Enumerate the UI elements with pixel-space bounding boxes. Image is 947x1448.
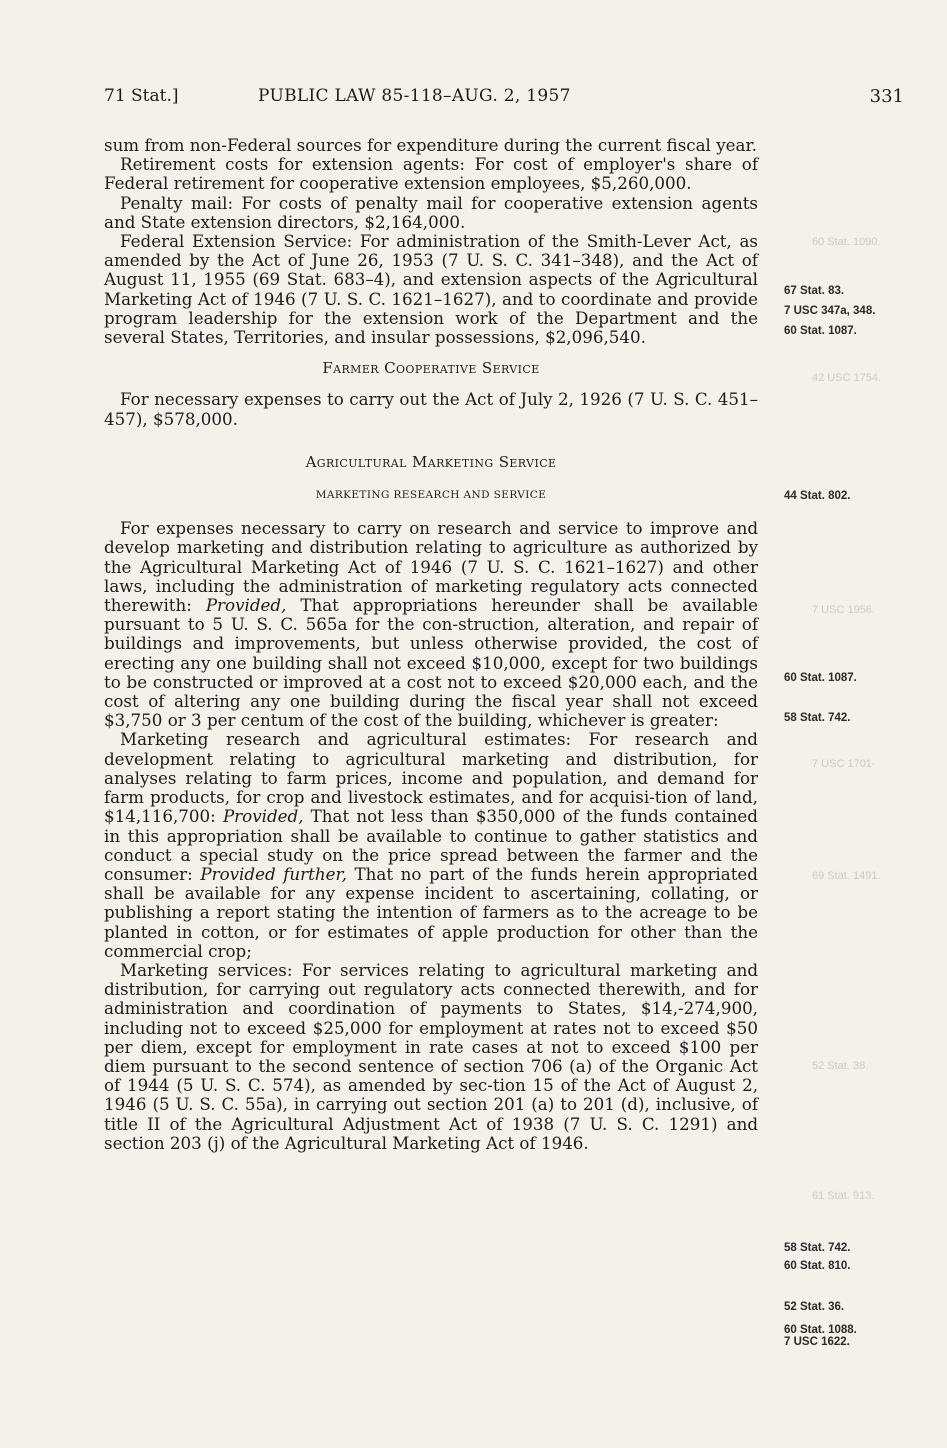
- paragraph-marketing-services: Marketing services: For services relating to agricultural marketing and distribution, for carrying out regulatory acts connected therewith, and for administration and coordination of payments to States, $14,-274,900, including not to exceed $25,000 for employment at rates not to exceed $50 per diem, except for employment in rate cases at not to exceed $100 per diem pursuant to the second sentence of section 706 (a) of the Organic Act of 1944 (5 U. S. C. 574), as amended by sec-tion 15 of the Act of August 2, 1946 (5 U. S. C. 55a), in carrying out section 201 (a) to 201 (d), inclusive, of title II of the Agricultural Adjustment Act of 1938 (7 U. S. C. 1291) and section 203 (j) of the Agricultural Marketing Act of 1946.: [104, 959, 758, 1153]
- bleed-through-note: 60 Stat. 1090.: [812, 236, 881, 248]
- paragraph-continuation: sum from non-Federal sources for expenditure during the current fiscal year.: [104, 135, 757, 155]
- paragraph-marketing-research-service: For expenses necessary to carry on research and service to improve and develop marketing and distribution relating to agriculture as authorized by the Agricultural Marketing Act of 1946 (7 U. S. C. 1621–1627) and other laws, including the administration of marketing regulatory acts connected therewith: Provided, That appropriations hereunder shall be available pursuant to 5 U. S. C. 565a for the con-struction, alteration, and repair of buildings and improvements, but unless otherwise provided, the cost of erecting any one building shall not exceed $10,000, except for two buildings to be constructed or improved at a cost not to exceed $20,000 each, and the cost of altering any one building during the fiscal year shall not exceed $3,750 or 3 per centum of the cost of the building, whichever is greater:: [104, 518, 758, 731]
- body-text: [104, 136, 758, 1153]
- bleed-through-note: 7 USC 1701-: [812, 758, 876, 770]
- paragraph-farmer-cooperative: For necessary expenses to carry out the Act of July 2, 1926 (7 U. S. C. 451–457), $578,000.: [104, 389, 758, 429]
- bleed-through-note: 42 USC 1754.: [812, 372, 882, 384]
- margin-note: 67 Stat. 83.: [784, 285, 845, 297]
- bleed-through-note: 69 Stat. 1491.: [812, 870, 881, 882]
- paragraph-penalty-mail: Penalty mail: For costs of penalty mail for cooperative extension agents and State extension directors, $2,164,000.: [104, 192, 758, 232]
- margin-note: 60 Stat. 1087.: [784, 672, 857, 684]
- margin-note: 44 Stat. 802.: [784, 490, 851, 502]
- margin-note: 58 Stat. 742.: [784, 712, 851, 724]
- paragraph-retirement-costs: Retirement costs for extension agents: For cost of employer's share of Federal retirement for cooperative extension employees, $5,260,000.: [104, 154, 758, 194]
- margin-note: 7 USC 347a, 348.: [784, 305, 876, 317]
- statute-volume: 71 Stat.]: [104, 86, 179, 106]
- subheading-marketing-research: MARKETING RESEARCH AND SERVICE: [315, 489, 547, 502]
- margin-note: 60 Stat. 810.: [784, 1260, 851, 1272]
- heading-farmer-cooperative-service: Farmer Cooperative Service: [322, 359, 540, 378]
- bleed-through-note: 52 Stat. 38.: [812, 1060, 869, 1072]
- page-number: 331: [869, 86, 904, 107]
- margin-note: 60 Stat. 1088.: [784, 1324, 857, 1336]
- paragraph-federal-extension-service: Federal Extension Service: For administration of the Smith-Lever Act, as amended by the Act of June 26, 1953 (7 U. S. C. 341–348), and the Act of August 11, 1955 (69 Stat. 683–4), and extension aspects of the Agricultural Marketing Act of 1946 (7 U. S. C. 1621–1627), and to coordinate and provide program leadership for the extension work of the Department and the several States, Territories, and insular possessions, $2,096,540.: [104, 231, 758, 348]
- bleed-through-note: 7 USC 1956.: [812, 604, 875, 616]
- margin-note: 52 Stat. 36.: [784, 1301, 845, 1313]
- page-header: [104, 86, 904, 112]
- paragraph-marketing-estimates: Marketing research and agricultural estimates: For research and development relating to agricultural marketing and distribution, for analyses relating to farm prices, income and population, and demand for farm products, for crop and livestock estimates, and for acquisi-tion of land, $14,116,700: Provided, That not less than $350,000 of the funds contained in this appropriation shall be available to continue to gather statistics and conduct a special study on the price spread between the farmer and the consumer: Provided further, That no part of the funds herein appropriated shall be available for any expense incident to ascertaining, collating, or publishing a report stating the intention of farmers as to the acreage to be planted in cotton, or for estimates of apple production for other than the commercial crop;: [104, 729, 758, 961]
- page-title: PUBLIC LAW 85-118–AUG. 2, 1957: [258, 86, 571, 106]
- margin-note: 60 Stat. 1087.: [784, 325, 857, 337]
- bleed-through-note: 61 Stat. 913.: [812, 1190, 875, 1202]
- heading-agricultural-marketing-service: Agricultural Marketing Service: [305, 452, 557, 471]
- margin-note: 58 Stat. 742.: [784, 1242, 851, 1254]
- margin-note: 7 USC 1622.: [784, 1336, 850, 1348]
